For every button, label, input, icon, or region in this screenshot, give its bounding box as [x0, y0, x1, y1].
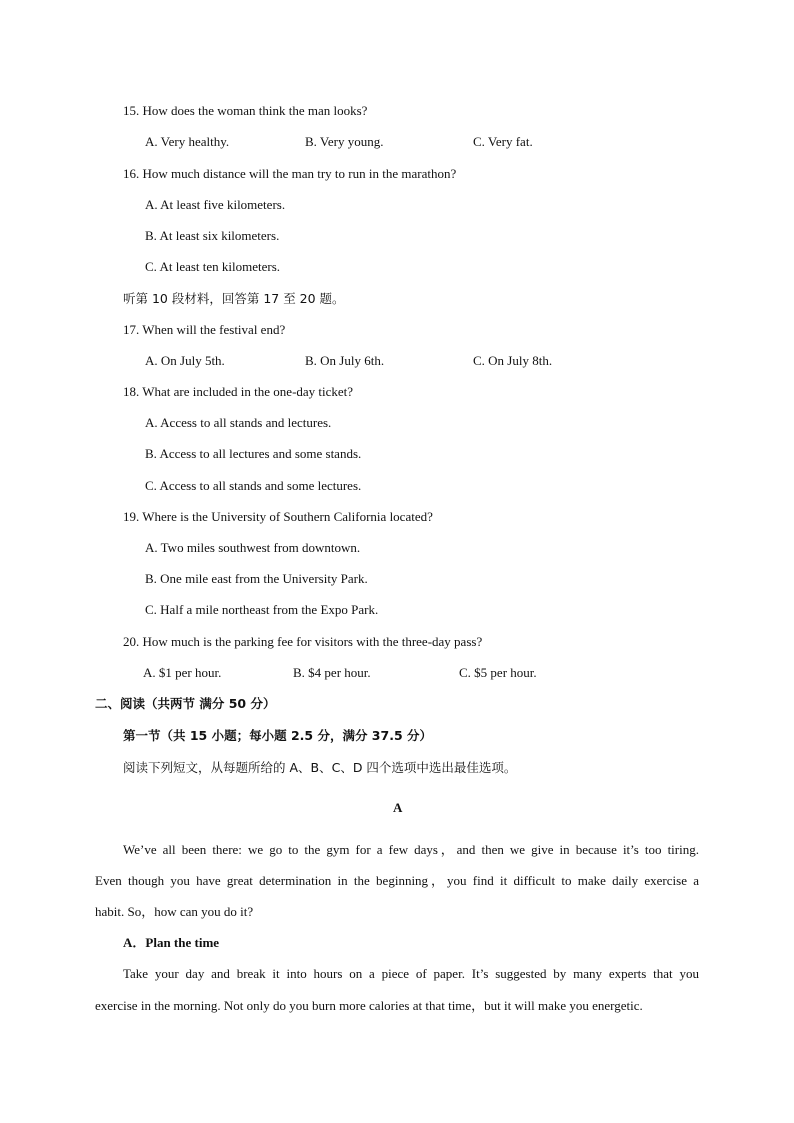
option-20-c: C. $5 per hour. — [459, 665, 537, 680]
plan-subheading: A．Plan the time — [123, 935, 220, 950]
option-19-c: C. Half a mile northeast from the Expo Park. — [145, 602, 379, 617]
option-15-b: B. Very young. — [305, 134, 384, 149]
reading-section-heading — [123, 728, 432, 744]
question-18: 18. What are included in the one-day ticket? — [123, 384, 354, 399]
plan-line-1: Take your day and break it into hours on a piece of paper. It’s suggested by many experts that you — [123, 966, 699, 981]
option-18-a: A. Access to all stands and lectures. — [145, 415, 332, 430]
intro-line-3: habit. So，how can you do it? — [95, 904, 254, 919]
option-16-a: A. At least five kilometers. — [145, 197, 286, 212]
option-15-a: A. Very healthy. — [145, 134, 230, 149]
option-19-a: A. Two miles southwest from downtown. — [145, 540, 361, 555]
option-16-b: B. At least six kilometers. — [145, 228, 280, 243]
listening-section-note: 听第 10 段材料，回答第 17 至 20 题。 — [123, 291, 345, 306]
reading-instruction: 阅读下列短文，从每题所给的 A、B、C、D 四个选项中选出最佳选项。 — [123, 760, 517, 775]
plan-line-2: exercise in the morning. Not only do you burn more calories at that time，but it will make you energetic. — [95, 998, 643, 1013]
question-20: 20. How much is the parking fee for visitors with the three-day pass? — [123, 634, 483, 649]
option-17-b: B. On July 6th. — [305, 353, 385, 368]
option-20-b: B. $4 per hour. — [293, 665, 371, 680]
option-19-b: B. One mile east from the University Park. — [145, 571, 368, 586]
section-heading-text: 第一节（共 15 小题；每小题 2.5 分，满分 37.5 分） — [123, 728, 432, 743]
option-18-b: B. Access to all lectures and some stands. — [145, 446, 362, 461]
question-19: 19. Where is the University of Southern California located? — [123, 509, 433, 524]
question-17: 17. When will the festival end? — [123, 322, 286, 337]
intro-line-2: Even though you have great determination in the beginning，you find it difficult to make daily exercise a — [95, 873, 699, 888]
option-20-a: A. $1 per hour. — [143, 665, 222, 680]
option-17-a: A. On July 5th. — [145, 353, 225, 368]
passage-label: A — [393, 800, 403, 815]
option-18-c: C. Access to all stands and some lectures. — [145, 478, 362, 493]
option-16-c: C. At least ten kilometers. — [145, 259, 281, 274]
question-16: 16. How much distance will the man try to run in the marathon? — [123, 166, 457, 181]
reading-part-heading: 二、阅读（共两节 满分 50 分） — [95, 696, 276, 711]
question-15: 15. How does the woman think the man looks? — [123, 103, 368, 118]
intro-line-1: We’ve all been there: we go to the gym for a few days，and then we give in because it’s too tiring. — [123, 842, 699, 857]
option-17-c: C. On July 8th. — [473, 353, 553, 368]
option-15-c: C. Very fat. — [473, 134, 533, 149]
